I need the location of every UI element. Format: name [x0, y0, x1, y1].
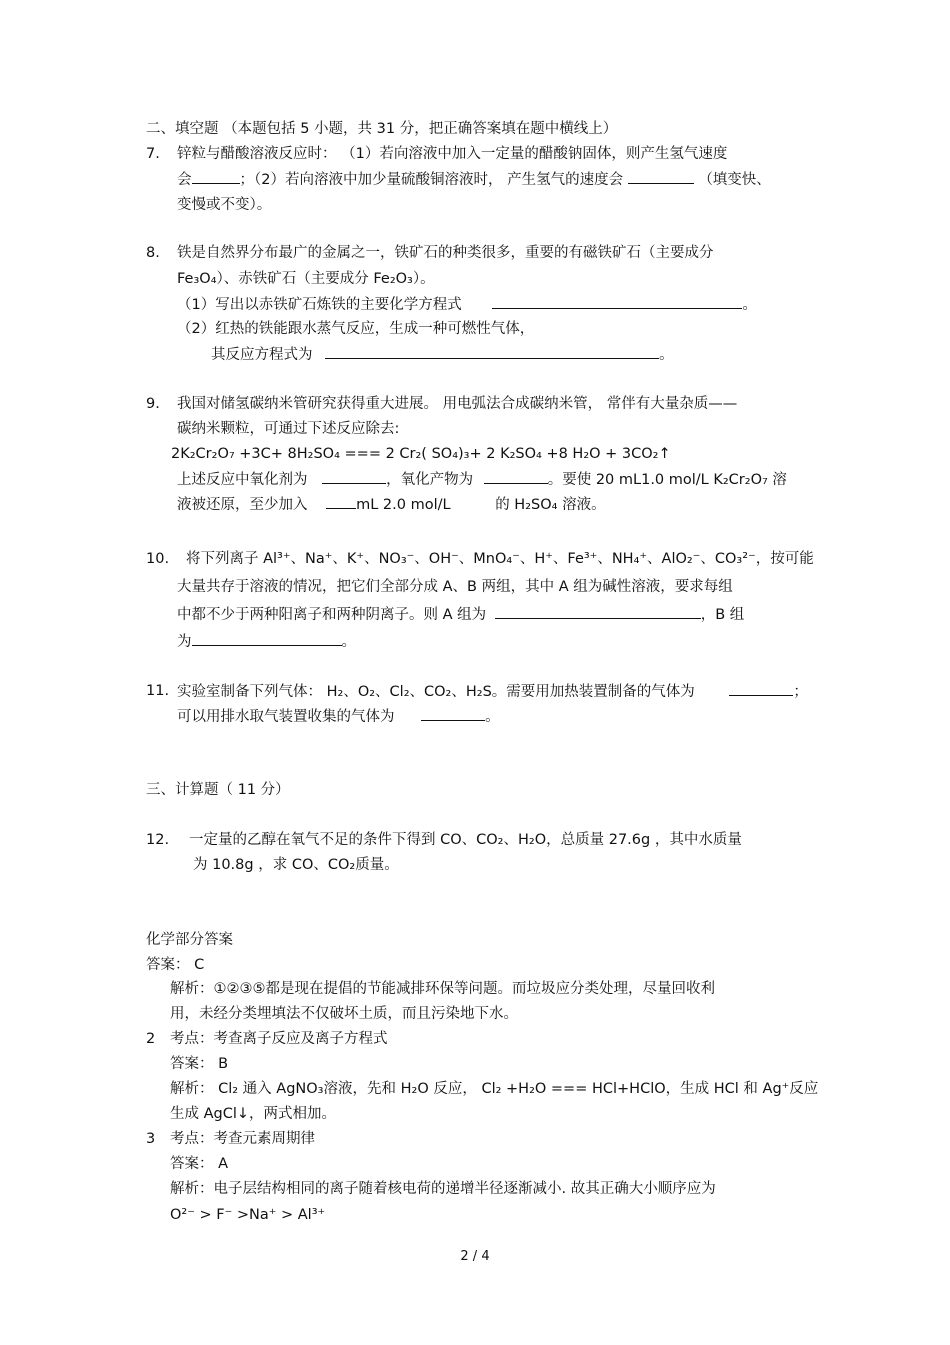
- q7-line-1: 锌粒与醋酸溶液反应时： （1）若向溶液中加入一定量的醋酸钠固体，则产生氢气速度: [177, 146, 728, 162]
- q9-line-1: 我国对储氢碳纳米管研究获得重大进展。 用电弧法合成碳纳米管， 常伴有大量杂质——: [177, 396, 738, 412]
- q9-number: 9.: [146, 396, 160, 412]
- q8-line-3: [177, 294, 757, 315]
- q10-number: 10.: [146, 551, 170, 567]
- q9-line-5-b: mL 2.0 mol/L: [356, 497, 451, 513]
- q10-line-3: [177, 604, 744, 625]
- q8-line-3-a: （1）写出以赤铁矿石炼铁的主要化学方程式: [177, 297, 462, 313]
- section-3-heading: 三、计算题（ 11 分）: [146, 782, 290, 798]
- q10-line-3-a: 中都不少于两种阳离子和两种阴离子。则 A 组为: [177, 607, 487, 623]
- answer-1-explanation-1: 解析：①②③⑤都是现在提倡的节能减排环保等问题。而垃圾应分类处理，尽量回收利: [170, 981, 715, 997]
- answer-2-point: 考点：考查离子反应及离子方程式: [170, 1031, 388, 1047]
- q7-blank-1[interactable]: [192, 169, 240, 184]
- q8-line-5: [211, 344, 674, 365]
- q11-line-1: [177, 681, 808, 702]
- q11-line-1-b: ；: [793, 684, 808, 700]
- q8-blank-1[interactable]: [492, 294, 742, 309]
- q10-blank-2[interactable]: [192, 631, 342, 646]
- answer-1: 答案： C: [146, 957, 205, 973]
- q11-line-2: [177, 706, 500, 727]
- q9-blank-3[interactable]: [326, 494, 356, 509]
- q9-blank-2[interactable]: [484, 469, 548, 484]
- q7-line-2: [177, 169, 771, 190]
- q8-number: 8.: [146, 245, 160, 261]
- q11-number: 11.: [146, 683, 170, 699]
- q7-blank-2[interactable]: [628, 169, 694, 184]
- q7-line-3: 变慢或不变）。: [177, 197, 272, 213]
- q10-line-3-b: ，B 组: [700, 607, 745, 623]
- answer-2-explanation-1: 解析： Cl₂ 通入 AgNO₃溶液，先和 H₂O 反应， Cl₂ +H₂O === HCl+HClO，生成 HCl 和 Ag⁺反应: [170, 1081, 819, 1097]
- answer-2-number: 2: [146, 1031, 156, 1047]
- answer-3: 答案： A: [170, 1156, 229, 1172]
- q11-line-1-a: 实验室制备下列气体： H₂、O₂、Cl₂、CO₂、H₂S。需要用加热装置制备的气体为: [177, 684, 695, 700]
- q7-line-2-a: 会: [177, 172, 192, 188]
- q9-line-5-c: 的 H₂SO₄ 溶液。: [495, 497, 606, 513]
- q11-blank-1[interactable]: [729, 681, 793, 696]
- answers-title: 化学部分答案: [146, 932, 233, 948]
- answer-3-number: 3: [146, 1131, 156, 1147]
- q12-line-2: 为 10.8g ，求 CO、CO₂质量。: [193, 857, 399, 873]
- answer-3-point: 考点：考查元素周期律: [170, 1131, 315, 1147]
- section-2-heading: 二、填空题 （本题包括 5 小题，共 31 分，把正确答案填在题中横线上）: [146, 121, 618, 137]
- answer-1-explanation-2: 用，未经分类埋填法不仅破坏土质，而且污染地下水。: [170, 1006, 518, 1022]
- q9-blank-1[interactable]: [322, 469, 386, 484]
- q8-line-2: Fe₃O₄）、赤铁矿石（主要成分 Fe₂O₃）。: [177, 271, 435, 287]
- q11-line-2-a: 可以用排水取气装置收集的气体为: [177, 709, 395, 725]
- q9-line-4: [177, 469, 787, 490]
- q10-line-4: [177, 631, 356, 652]
- q8-line-5-a: 其反应方程式为: [211, 347, 313, 363]
- page-number: 2 / 4: [460, 1249, 490, 1264]
- q8-line-3-b: 。: [742, 297, 757, 313]
- q8-line-4: （2）红热的铁能跟水蒸气反应，生成一种可燃性气体，: [177, 321, 535, 337]
- q11-blank-2[interactable]: [421, 706, 485, 721]
- q9-line-5-a: 液被还原，至少加入: [177, 497, 308, 513]
- q7-line-2-c: （填变快、: [698, 172, 771, 188]
- q10-line-4-a: 为: [177, 634, 192, 650]
- q10-blank-1[interactable]: [495, 604, 701, 619]
- q11-line-2-b: 。: [485, 709, 500, 725]
- q7-line-2-b: ；（2）若向溶液中加少量硫酸铜溶液时， 产生氢气的速度会: [239, 172, 624, 188]
- q9-line-2: 碳纳米颗粒，可通过下述反应除去:: [177, 421, 400, 437]
- q9-line-4-c: 。要使 20 mL1.0 mol/L K₂Cr₂O₇ 溶: [547, 472, 787, 488]
- q10-line-4-b: 。: [341, 634, 356, 650]
- answer-2-explanation-2: 生成 AgCl↓，两式相加。: [170, 1106, 337, 1122]
- q10-line-1: 将下列离子 Al³⁺、Na⁺、K⁺、NO₃⁻、OH⁻、MnO₄⁻、H⁺、Fe³⁺、NH₄⁺、AlO₂⁻、CO₃²⁻，按可能: [186, 551, 814, 567]
- q9-line-4-b: ，氧化产物为: [386, 472, 474, 488]
- q8-blank-2[interactable]: [325, 344, 659, 359]
- answer-3-explanation-1: 解析：电子层结构相同的离子随着核电荷的递增半径逐渐减小. 故其正确大小顺序应为: [170, 1181, 716, 1197]
- q8-line-5-b: 。: [659, 347, 674, 363]
- answer-2: 答案： B: [170, 1056, 229, 1072]
- q9-line-5: [177, 494, 606, 515]
- q10-line-2: 大量共存于溶液的情况，把它们全部分成 A、B 两组，其中 A 组为碱性溶液，要求每组: [177, 579, 733, 595]
- q9-equation: 2K₂Cr₂O₇ +3C+ 8H₂SO₄ === 2 Cr₂( SO₄)₃+ 2 K₂SO₄ +8 H₂O + 3CO₂↑: [171, 446, 671, 462]
- q7-number: 7.: [146, 146, 160, 162]
- q12-number: 12.: [146, 832, 170, 848]
- q9-line-4-a: 上述反应中氧化剂为: [177, 472, 308, 488]
- q8-line-1: 铁是自然界分布最广的金属之一，铁矿石的种类很多，重要的有磁铁矿石（主要成分: [177, 245, 714, 261]
- answer-3-explanation-2: O²⁻ > F⁻ >Na⁺ > Al³⁺: [170, 1207, 326, 1223]
- q12-line-1: 一定量的乙醇在氧气不足的条件下得到 CO、CO₂、H₂O，总质量 27.6g ，其中水质量: [189, 832, 742, 848]
